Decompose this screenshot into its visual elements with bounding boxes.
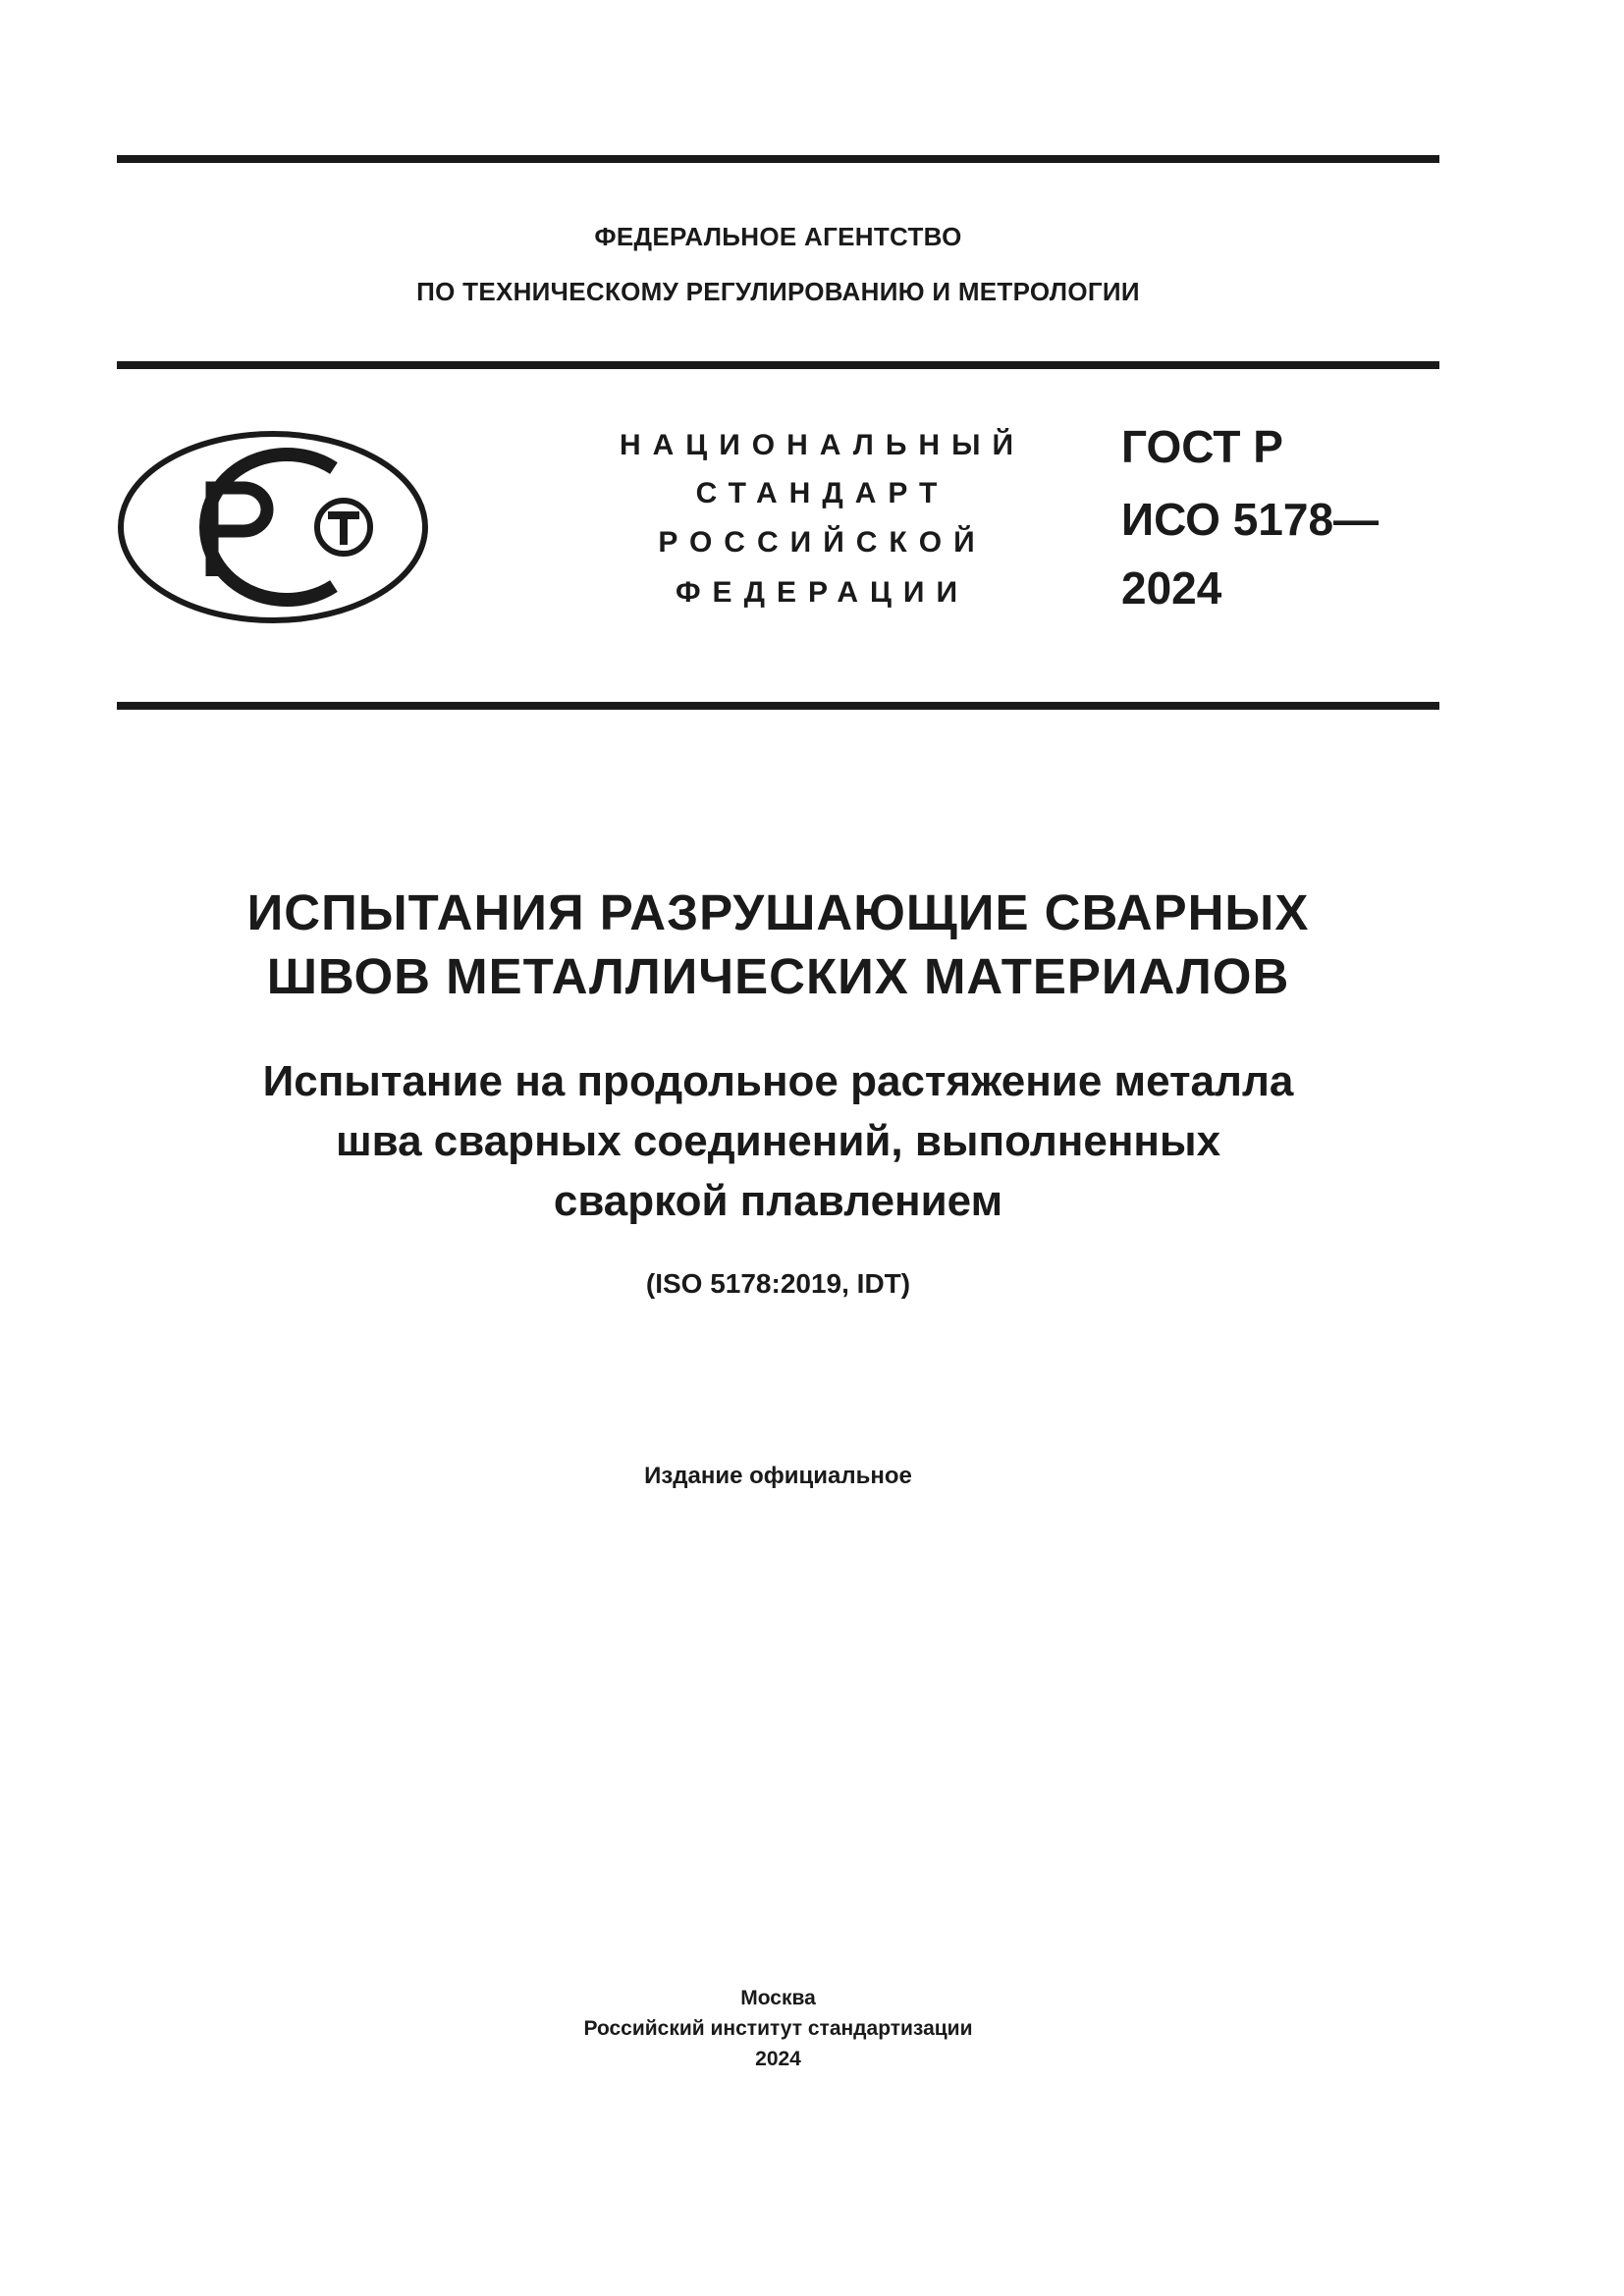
standard-designation-line-1: ГОСТ Р <box>1121 421 1283 472</box>
edition-note: Издание официальное <box>644 1463 912 1489</box>
document-subtitle-line-1: Испытание на продольное растяжение металла <box>262 1057 1294 1105</box>
document-title-line-1: ИСПЫТАНИЯ РАЗРУШАЮЩИЕ СВАРНЫХ <box>246 884 1310 940</box>
publisher-city: Москва <box>740 1987 816 2009</box>
agency-name-line-1: ФЕДЕРАЛЬНОЕ АГЕНТСТВО <box>594 222 962 251</box>
rst-certification-mark-icon <box>116 429 430 625</box>
national-standard-line-1: НАЦИОНАЛЬНЫЙ <box>619 429 1026 461</box>
middle-rule <box>117 361 1439 369</box>
standard-designation-line-2: ИСО 5178— <box>1121 494 1380 545</box>
national-standard-line-4: ФЕДЕРАЦИИ <box>675 576 970 609</box>
standard-designation-line-3: 2024 <box>1121 562 1222 614</box>
bottom-rule <box>117 702 1439 710</box>
document-subtitle-line-2: шва сварных соединений, выполненных <box>335 1117 1221 1165</box>
publisher-organization: Российский институт стандартизации <box>583 2017 973 2040</box>
national-standard-line-2: СТАНДАРТ <box>695 477 949 509</box>
publication-year: 2024 <box>755 2048 801 2070</box>
top-rule <box>117 155 1439 163</box>
national-standard-line-3: РОССИЙСКОЙ <box>658 526 987 559</box>
agency-name-line-2: ПО ТЕХНИЧЕСКОМУ РЕГУЛИРОВАНИЮ И МЕТРОЛОГИИ <box>416 277 1140 306</box>
document-title-line-2: ШВОВ МЕТАЛЛИЧЕСКИХ МАТЕРИАЛОВ <box>266 948 1290 1004</box>
document-subtitle-line-3: сваркой плавлением <box>553 1177 1003 1225</box>
iso-reference: (ISO 5178:2019, IDT) <box>645 1268 911 1299</box>
